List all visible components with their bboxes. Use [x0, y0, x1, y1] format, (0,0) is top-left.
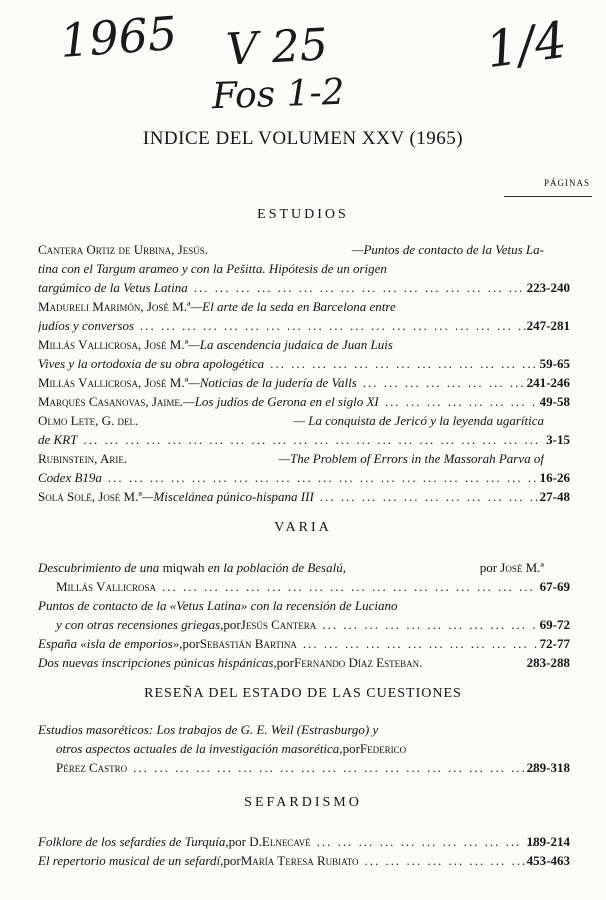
section-varia: VARIA [274, 520, 332, 535]
entry-pages: 69-72 [539, 617, 570, 632]
entry-author: María Teresa Rubiato [240, 853, 359, 868]
entry-author: Elnecavé [261, 834, 311, 849]
entry-title: Estudios masoréticos: Los trabajos de G. E. Weil (Estrasburgo) y [38, 722, 379, 737]
entry-pages: 49-58 [539, 394, 570, 409]
section-resena: RESEÑA DEL ESTADO DE LAS CUESTIONES [144, 686, 462, 701]
entry-title: judíos y conversos [38, 318, 135, 333]
entry-varia-espana [38, 634, 570, 653]
entry-millas-2 [38, 373, 570, 392]
entry-author: Olmo Lete, G. del. [38, 413, 139, 428]
entry-title: Codex B19a [38, 470, 102, 485]
entry-title: targúmico de la Vetus Latina [38, 280, 188, 295]
handwritten-fos: Fos 1-2 [211, 71, 346, 118]
entry-by: por [182, 636, 200, 651]
entry-cantera [38, 240, 570, 297]
leader-dots [162, 577, 538, 596]
entry-title: El repertorio musical de un sefardí, [38, 853, 224, 868]
entry-madureli [38, 297, 570, 335]
page-title: INDICE DEL VOLUMEN XXV (1965) [142, 128, 464, 149]
entry-title: Vives y la ortodoxia de su obra apologética [38, 356, 265, 371]
entry-sef-folklore [38, 832, 570, 851]
entry-pages: 72-77 [539, 636, 570, 651]
entry-author: José M.ª [500, 560, 544, 575]
entry-by: por [223, 853, 241, 868]
leader-dots [303, 634, 538, 653]
entry-author: Madureli Marimón, José M.ª [38, 299, 191, 314]
entry-title: de KRT [38, 432, 78, 447]
entry-author: Jesús Cantera [240, 617, 317, 632]
entry-author: Millás Vallicrosa, José M.ª [38, 337, 189, 352]
entry-title: —Miscelánea púnico-hispana III [141, 489, 314, 504]
entry-pages: 16-26 [539, 470, 570, 485]
entry-pages: 289-318 [526, 760, 570, 775]
entry-title: Folklore de los sefardíes de Turquía, [38, 834, 229, 849]
entry-pages: 283-288 [526, 655, 570, 670]
entry-pages: 59-65 [539, 356, 570, 371]
entry-author: Millás Vallicrosa, José M.ª [38, 375, 189, 390]
entry-pages: 223-240 [526, 280, 570, 295]
entry-author: Fernando Díaz Esteban. [294, 655, 423, 670]
section-sefardismo: SEFARDISMO [244, 795, 362, 810]
entry-author: Sebastián Bartina [199, 636, 297, 651]
paginas-rule [504, 196, 592, 197]
entry-title: —Noticias de la judería de Valls [188, 375, 357, 390]
leader-dots [270, 354, 538, 373]
leader-dots [108, 468, 538, 487]
entry-title: tina con el Targum arameo y con la Pešitta. Hipótesis de un origen [38, 261, 387, 276]
entry-title: —The Problem of Errors in the Massorah Parva of [278, 451, 544, 466]
entry-pages: 241-246 [526, 375, 570, 390]
entry-by: por D. [228, 834, 262, 849]
entry-by: por [223, 617, 241, 632]
entry-title: Puntos de contacto de la «Vetus Latina» con la recensión de Luciano [38, 598, 398, 613]
leader-dots [140, 316, 538, 335]
entry-title: en la población de Besalú, [207, 560, 346, 575]
entry-millas-1 [38, 335, 570, 373]
entry-title: otros aspectos actuales de la investigación masorética, [56, 741, 343, 756]
entry-pages: 3-15 [546, 432, 570, 447]
entry-title: Descubrimiento de una [38, 560, 160, 575]
entry-rubinstein [38, 449, 570, 487]
entry-by: por [479, 560, 501, 575]
entry-varia-puntos [38, 596, 570, 634]
entry-sola [38, 487, 570, 506]
entry-author: Rubinstein, Arie. [38, 451, 128, 466]
entry-title: Dos nuevas inscripciones púnicas hispánicas, [38, 655, 277, 670]
entry-marques [38, 392, 570, 411]
entry-title-term: miqwah [159, 560, 208, 575]
entry-by: por [342, 741, 360, 756]
handwritten-volume: V 25 [224, 19, 330, 76]
entry-author: Cantera Ortiz de Urbina, Jesús. [38, 242, 208, 257]
entry-title: España «isla de emporios», [38, 636, 183, 651]
entry-title: —La ascendencia judaica de Juan Luis [188, 337, 393, 352]
leader-dots [194, 278, 538, 297]
handwritten-year: 1965 [58, 5, 179, 69]
entry-title: — La conquista de Jericó y la leyenda ugarítica [293, 413, 544, 428]
handwritten-fraction: 1/4 [482, 10, 571, 80]
entry-title: —Los judíos de Gerona en el siglo XI [183, 394, 379, 409]
leader-dots [133, 758, 538, 777]
section-estudios: ESTUDIOS [257, 207, 349, 222]
entry-author: Pérez Castro [56, 760, 128, 775]
entry-author: Marqués Casanovas, Jaime. [38, 394, 184, 409]
entry-pages: 27-48 [539, 489, 570, 504]
entry-author: Millás Vallicrosa [56, 579, 156, 594]
entry-pages: 189-214 [526, 834, 570, 849]
entry-varia-besalu [38, 558, 570, 596]
entry-title: —Puntos de contacto de la Vetus La- [351, 242, 544, 257]
entry-resena-masoreticos [38, 720, 570, 777]
entry-author: Solá Solé, José M.ª [38, 489, 142, 504]
leader-dots [83, 430, 538, 449]
entry-varia-inscripciones [38, 653, 570, 672]
leader-dots [317, 832, 538, 851]
entry-title: —El arte de la seda en Barcelona entre [190, 299, 396, 314]
entry-title: y con otras recensiones griegas, [56, 617, 224, 632]
entry-pages: 67-69 [539, 579, 570, 594]
leader-dots [322, 615, 538, 634]
entry-sef-repertorio [38, 851, 570, 870]
leader-dots [320, 487, 538, 506]
paginas-label: PÁGINAS [543, 178, 590, 188]
entry-by: por [276, 655, 295, 670]
entry-pages: 453-463 [526, 853, 570, 868]
entry-pages: 247-281 [526, 318, 570, 333]
entry-author: Federico [359, 741, 407, 756]
entry-olmo [38, 411, 570, 449]
